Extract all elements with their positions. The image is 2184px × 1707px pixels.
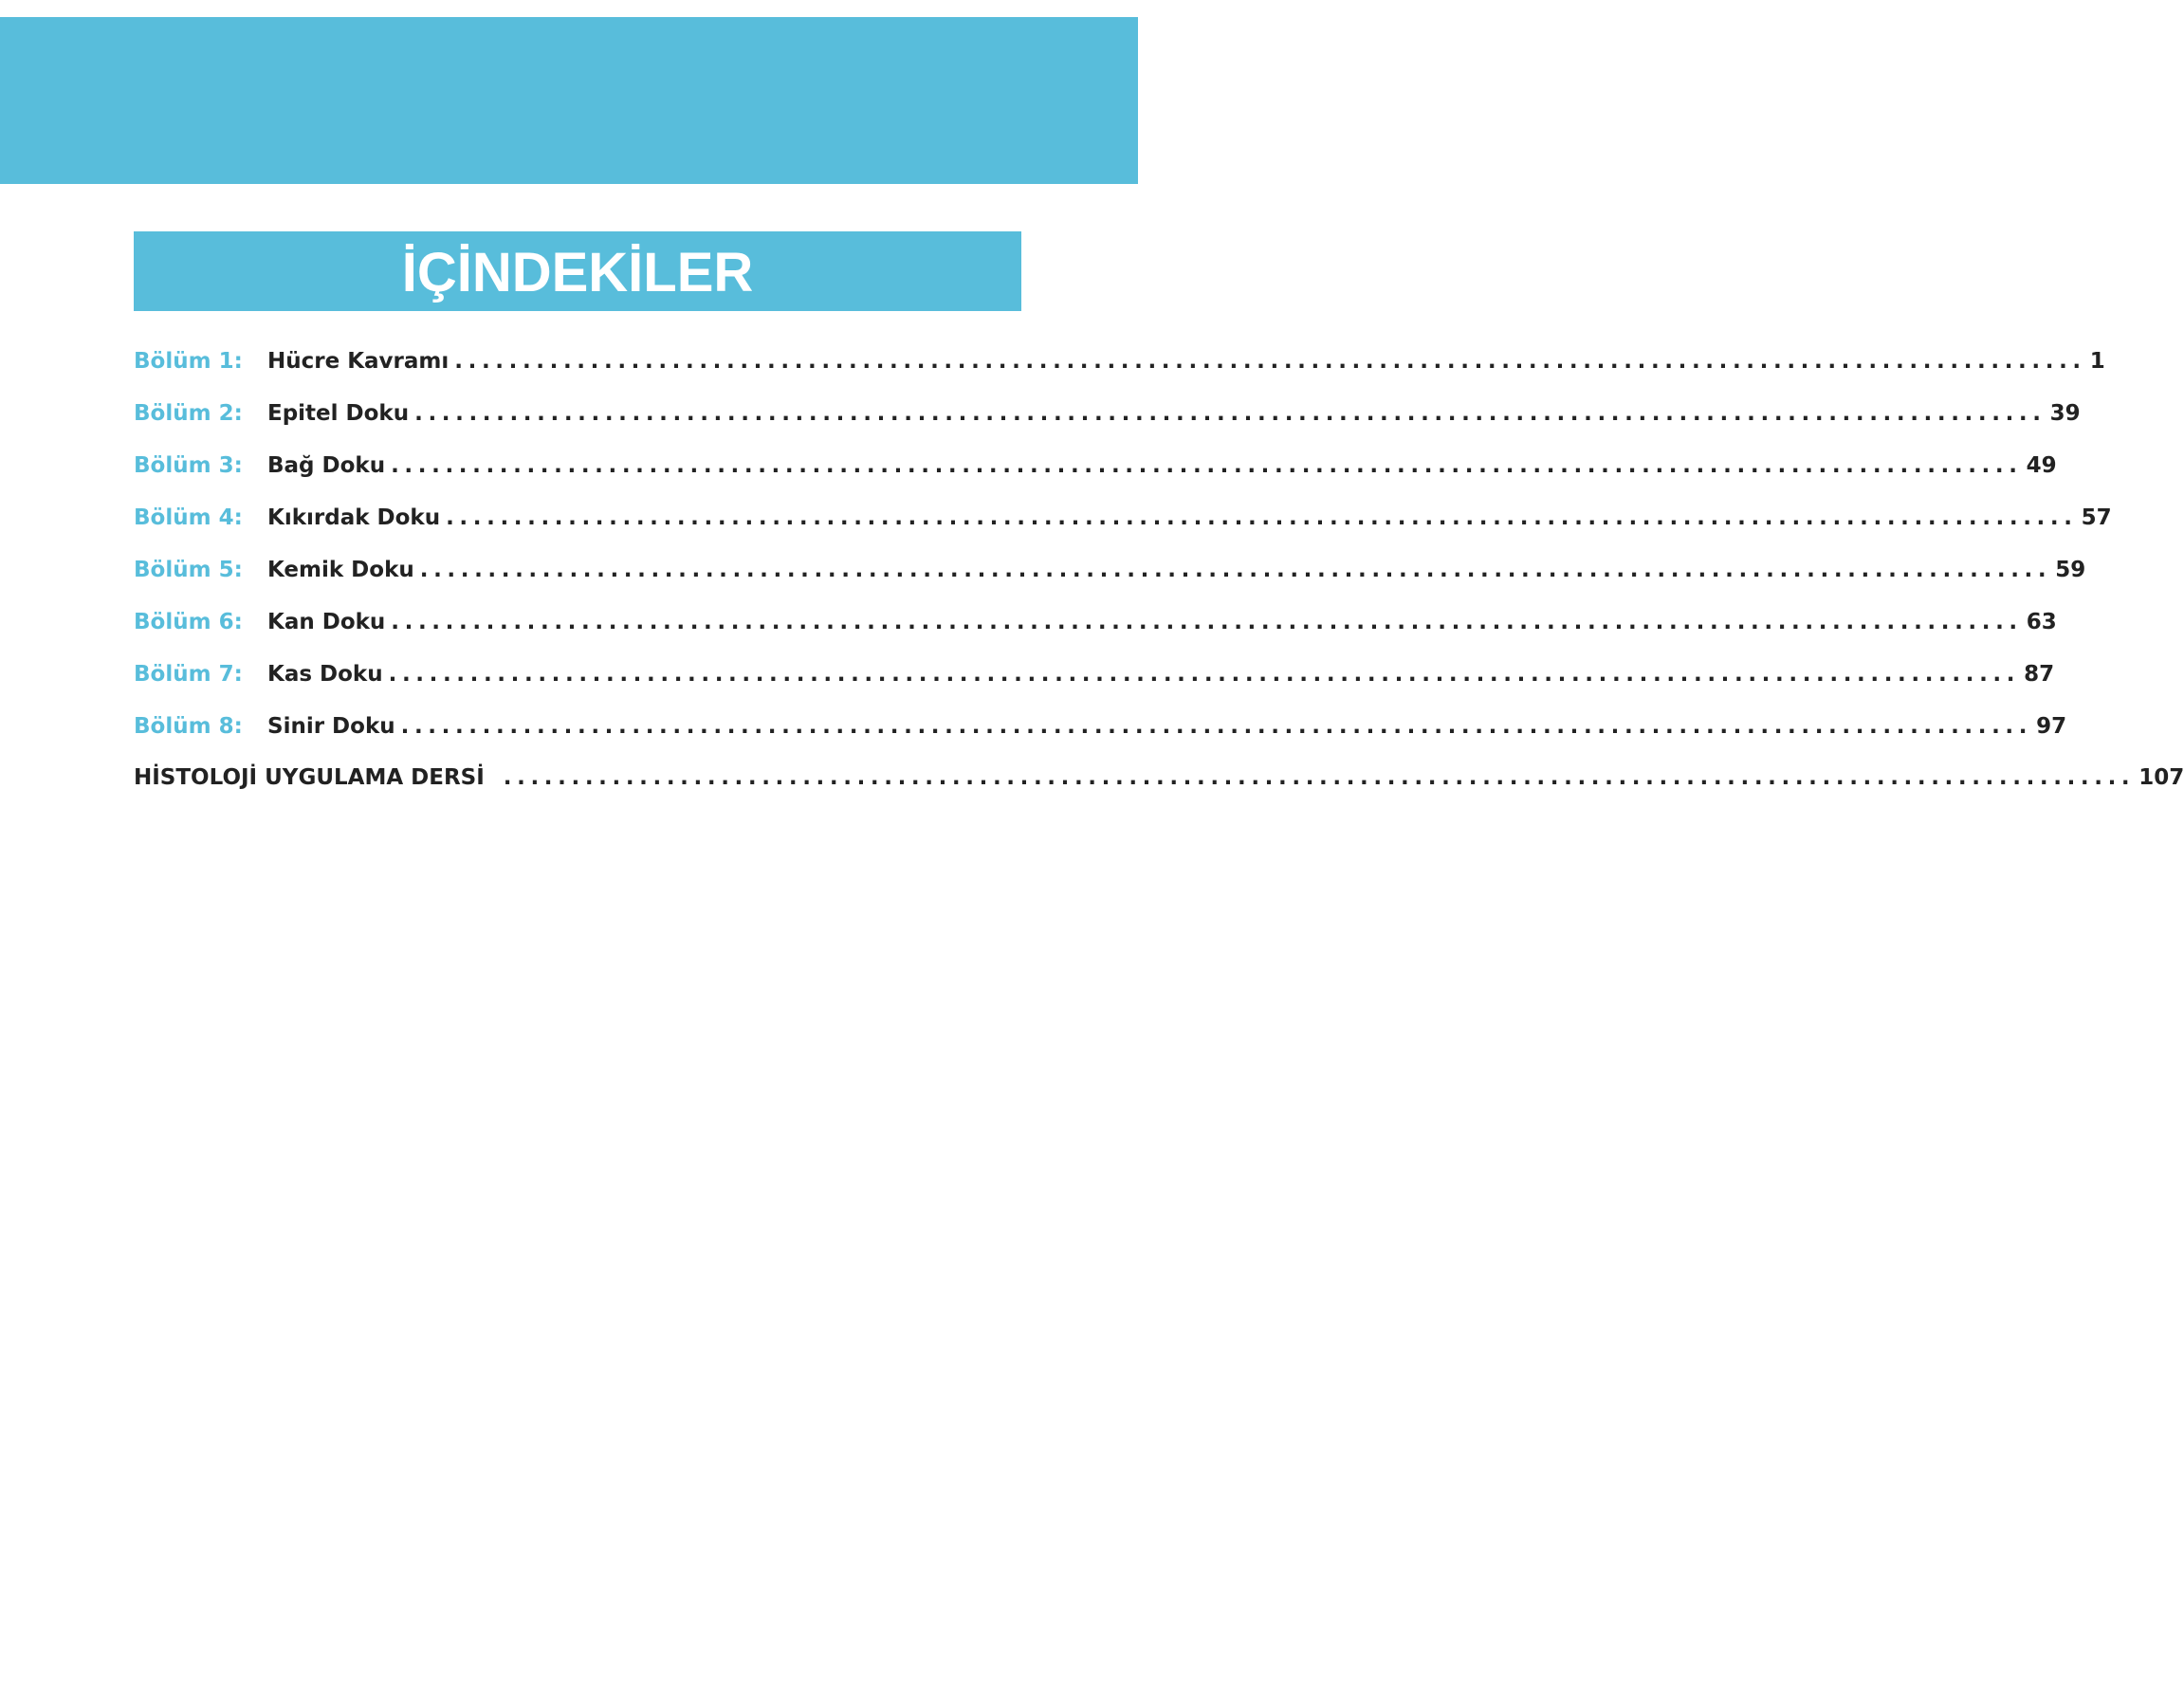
page-number: 87 bbox=[2024, 661, 2055, 687]
chapter-label: Bölüm 1: bbox=[134, 348, 243, 374]
toc-entry-1[interactable] bbox=[134, 335, 2105, 387]
toc-entry-7[interactable] bbox=[134, 648, 2055, 700]
page-number: 39 bbox=[2049, 400, 2081, 426]
toc-entry-appendix[interactable] bbox=[134, 752, 2184, 803]
entry-title: Bağ Doku bbox=[267, 452, 386, 478]
entry-title: Kas Doku bbox=[267, 661, 383, 687]
entry-title: Hücre Kavramı bbox=[267, 348, 450, 374]
chapter-label: Bölüm 7: bbox=[134, 661, 243, 687]
chapter-label: Bölüm 4: bbox=[134, 505, 243, 530]
toc-entry-4[interactable] bbox=[134, 491, 2112, 543]
dot-leader: ........................................................................................................................ bbox=[454, 348, 2086, 374]
dot-leader: ........................................................................................................................ bbox=[388, 661, 2021, 687]
page-number: 49 bbox=[2026, 452, 2057, 478]
dot-leader: ........................................................................................................................ bbox=[391, 452, 2023, 478]
chapter-label: Bölüm 8: bbox=[134, 713, 243, 739]
dot-leader: ........................................................................................................................ bbox=[503, 765, 2136, 790]
dot-leader: ........................................................................................................................ bbox=[414, 400, 2046, 426]
toc-entry-3[interactable] bbox=[134, 439, 2057, 491]
entry-title: Kan Doku bbox=[267, 609, 386, 634]
dot-leader: ........................................................................................................................ bbox=[419, 557, 2052, 582]
toc-entry-5[interactable] bbox=[134, 543, 2086, 596]
entry-title: Sinir Doku bbox=[267, 713, 395, 739]
entry-title: Kıkırdak Doku bbox=[267, 505, 441, 530]
toc-entry-2[interactable] bbox=[134, 387, 2081, 439]
entry-title: Epitel Doku bbox=[267, 400, 410, 426]
page-number: 107 bbox=[2138, 765, 2184, 790]
page-number: 63 bbox=[2026, 609, 2057, 634]
entry-title: Kemik Doku bbox=[267, 557, 414, 582]
title-banner bbox=[134, 231, 1021, 311]
page-number: 59 bbox=[2055, 557, 2086, 582]
dot-leader: ........................................................................................................................ bbox=[446, 505, 2078, 530]
chapter-label: Bölüm 5: bbox=[134, 557, 243, 582]
page-title: İÇİNDEKİLER bbox=[401, 242, 754, 303]
table-of-contents bbox=[134, 335, 2184, 803]
top-color-band bbox=[0, 17, 1138, 184]
toc-entry-6[interactable] bbox=[134, 596, 2057, 648]
chapter-label: Bölüm 3: bbox=[134, 452, 243, 478]
page-number: 97 bbox=[2036, 713, 2067, 739]
appendix-title: HİSTOLOJİ UYGULAMA DERSİ bbox=[134, 765, 485, 790]
dot-leader: ........................................................................................................................ bbox=[400, 713, 2033, 739]
page-number: 57 bbox=[2081, 505, 2112, 530]
chapter-label: Bölüm 6: bbox=[134, 609, 243, 634]
chapter-label: Bölüm 2: bbox=[134, 400, 243, 426]
toc-entry-8[interactable] bbox=[134, 700, 2067, 752]
dot-leader: ........................................................................................................................ bbox=[391, 609, 2023, 634]
page-number: 1 bbox=[2089, 348, 2105, 374]
